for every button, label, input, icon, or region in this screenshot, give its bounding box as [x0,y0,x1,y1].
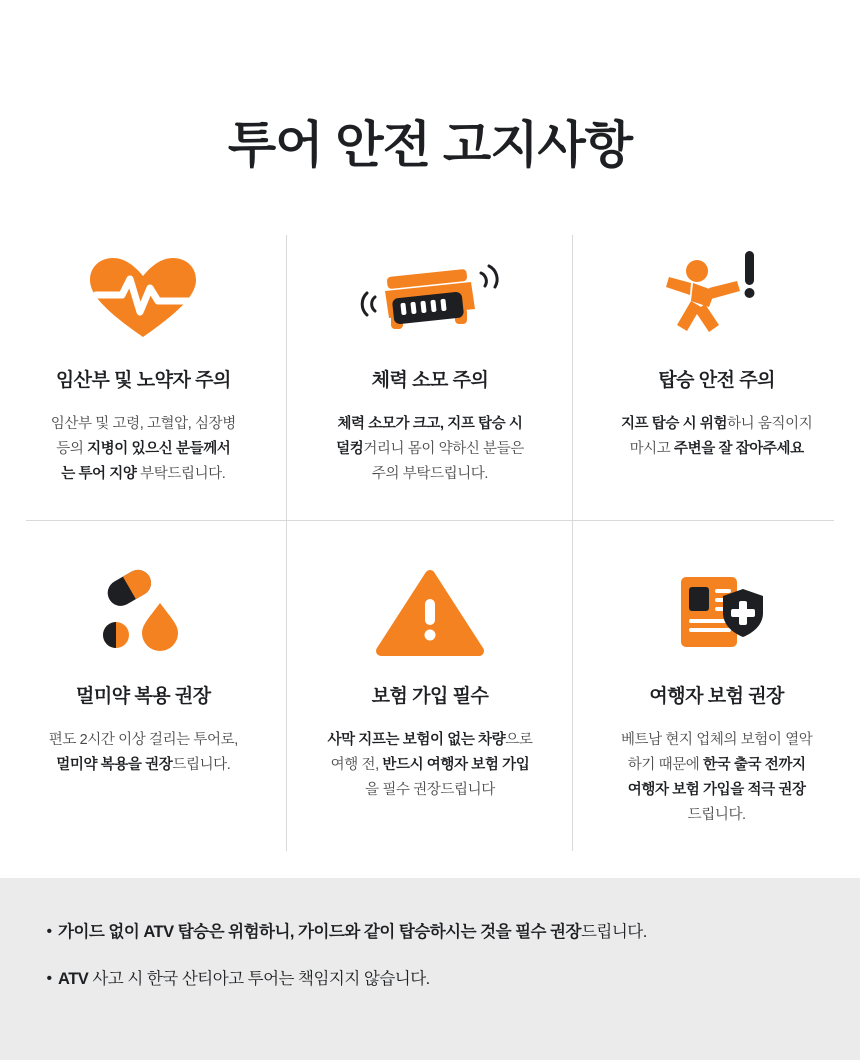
card-body: 사막 지프는 보험이 없는 차량으로 여행 전, 반드시 여행자 보험 가입 을 필수 권장드립니다 [327,732,533,798]
bullet-icon: • [46,969,52,987]
footer-note-text [58,967,430,992]
warning-triangle-icon [313,563,548,663]
card-body: 베트남 현지 업체의 보험이 열악 하기 때문에 한국 출국 전까지 여행자 보험 가입을 적극 권장 드립니다. [620,732,813,823]
card-title: 체력 소모 주의 [371,370,489,391]
footer-note-text [58,920,647,945]
bullet-icon: • [46,923,52,940]
jeep-icon [313,247,548,347]
card-body: 임산부 및 고령, 고혈압, 심장병 등의 지병이 있으신 분들께서 는 투어 지양 부탁드립니다. [50,416,236,482]
notice-card-stamina [287,235,574,520]
list-item [40,967,820,992]
card-body: 체력 소모가 크고, 지프 탑승 시 덜컹거리니 몸이 약하신 분들은 주의 부탁드립니다. [336,416,524,482]
notice-grid [0,235,860,851]
footer-notes [0,878,860,1060]
footer-note-strong: 가이드 없이 ATV 탑승은 위험하니, 가이드와 같이 탑승하시는 것을 필수 권장 [58,923,581,941]
card-title: 탑승 안전 주의 [658,370,775,391]
notice-card-pregnant [0,235,287,520]
notice-card-boarding-safety [573,235,860,520]
notice-card-insurance-required [287,521,574,851]
card-title: 여행자 보험 권장 [649,686,784,707]
card-title: 임산부 및 노약자 주의 [55,370,231,391]
footer-note-rest: 드립니다. [580,923,647,941]
card-body: 편도 2시간 이상 걸리는 투어로, 멀미약 복용을 권장드립니다. [48,732,238,773]
card-body: 지프 탑승 시 위험하니 움직이지 마시고 주변을 잘 잡아주세요 [620,416,813,457]
footer-note-rest: 사고 시 한국 산티아고 투어는 책임지지 않습니다. [88,969,430,988]
card-title: 보험 가입 필수 [371,686,489,707]
heartbeat-icon [26,247,261,347]
notice-card-traveler-insurance [573,521,860,851]
list-item [40,920,820,945]
card-title: 멀미약 복용 권장 [76,686,211,707]
notice-card-motion-sickness [0,521,287,851]
page-title: 투어 안전 고지사항 [227,117,633,173]
pills-icon [26,563,261,663]
insurance-card-icon [599,563,834,663]
footer-note-strong: ATV [58,969,89,988]
falling-person-icon [599,247,834,347]
